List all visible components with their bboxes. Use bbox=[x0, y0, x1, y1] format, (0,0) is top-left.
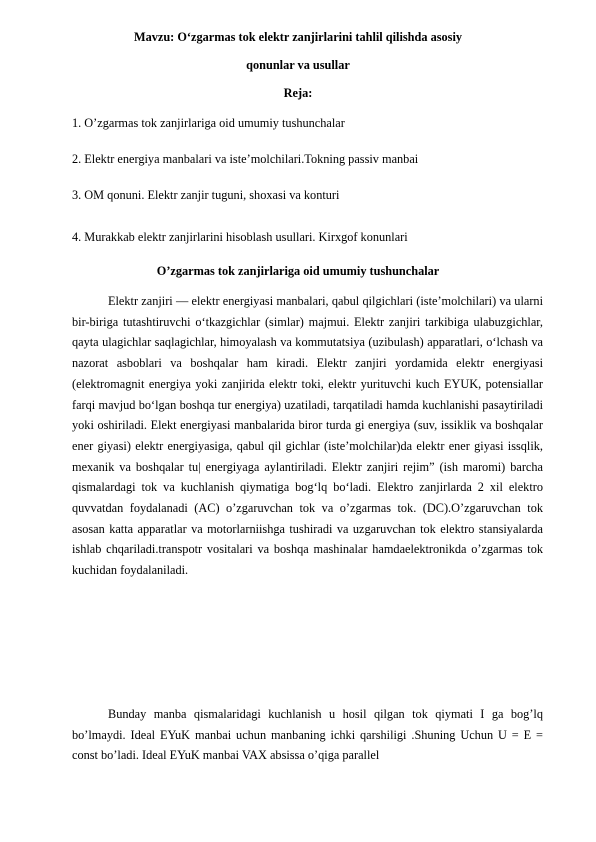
plan-item-2: 2. Elektr energiya manbalari va iste’molchilari.Tokning passiv manbai bbox=[72, 152, 419, 166]
plan-item-3: 3. OM qonuni. Elektr zanjir tuguni, shoxasi va konturi bbox=[72, 188, 340, 202]
plan-heading: Reja: bbox=[283, 86, 313, 100]
document-title-line-1: Mavzu: O‘zgarmas tok elektr zanjirlarini tahlil qilishda asosiy bbox=[133, 30, 463, 44]
body-paragraph-2: Bunday manba qismalaridagi kuchlanish u hosil qilgan tok qiymati I ga bog’lq bo’lmaydi. Ideal EYuK manbai uchun manbaning ichki qarshiligi .Shuning Uchun U = E = const bo’ladi. Ideal EYuK manbai VAX absissa o’qiga parallel bbox=[72, 707, 543, 763]
document-title-line-2: qonunlar va usullar bbox=[246, 58, 350, 72]
plan-item-1: 1. O’zgarmas tok zanjirlariga oid umumiy tushunchalar bbox=[72, 116, 345, 130]
section-heading: O’zgarmas tok zanjirlariga oid umumiy tushunchalar bbox=[156, 264, 440, 278]
body-paragraph-1: Elektr zanjiri — elektr energiyasi manbalari, qabul qilgichlari (iste’molchilari) va ularni bir-biriga tutashtiruvchi o‘tkazgichlar (simlar) majmui. Elektr zanjiri tarkibiga ulabuzgichlar, qayta ulagichlar saqlagichlar, himoyalash va kommutatsiya (uzibulash) apparatlari, o‘lchash va nazorat asboblari va boshqalar ham kiradi. Elektr zanjiri yordamida elektr energiyasi (elektromagnit energiya yoki zanjirida elektr toki, elektr yurituvchi kuch EYUK, potensiallar farqi mavjud bo‘lgan boshqa tur energiya) uzatiladi, tarqatiladi hamda kuchlanishi pasaytiriladi yoki oshiriladi. Elekt energiyasi manbalarida biror turda gi energiya (suv, issiklik va boshqalar ener giyasi) elektr energiyasiga, qabul qil gichlar (iste’molchilar)da elektr ener giyasi issqlik, mexanik va boshqalar tu| energiyaga aylantiriladi. Elektr zanjiri rejim” (ish maromi) barcha qismalardagi tok va kuchlanish qiymatiga bog‘lq bo‘ladi. Elektro zanjirlarda 2 xil elektro quvvatdan foydalanadi (AC) o’zgaruvchan tok va o’zgarmas tok. (DC).O’zgaruvchan tok asosan katta apparatlar va motorlarniishga tushiradi va uzgaruvchan tok elektro stansiyalarda ishlab chqariladi.transpotr vositalari va boshqa mashinalar hamdaelektronikda o’zgarmas tok kuchidan foydalaniladi. bbox=[72, 294, 543, 578]
plan-item-4: 4. Murakkab elektr zanjirlarini hisoblash usullari. Kirxgof konunlari bbox=[72, 230, 408, 244]
